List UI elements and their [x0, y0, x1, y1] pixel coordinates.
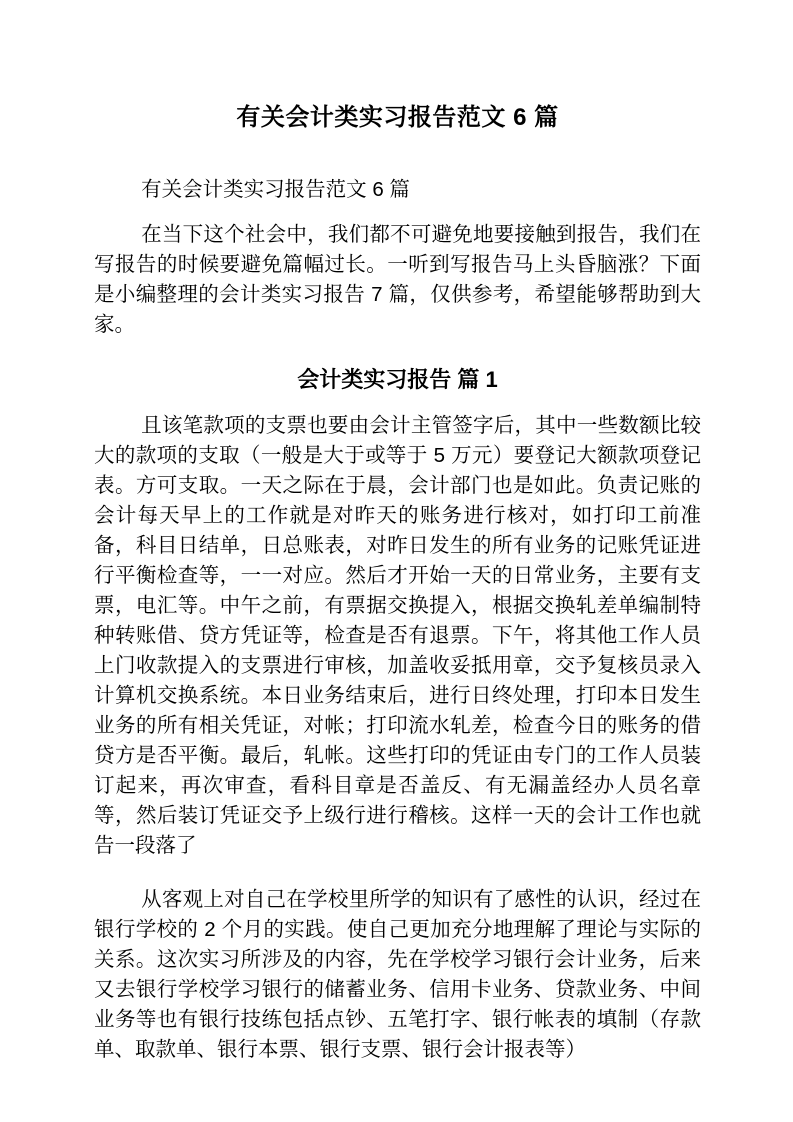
document-title: 有关会计类实习报告范文 6 篇	[236, 104, 559, 131]
intro-paragraph: 在当下这个社会中，我们都不可避免地要接触到报告，我们在写报告的时候要避免篇幅过长。一听到写报告马上头昏脑涨？下面是小编整理的会计类实习报告 7 篇，仅供参考，希望能够帮助到大家。	[94, 223, 701, 336]
body-paragraph: 且该笔款项的支票也要由会计主管签字后，其中一些数额比较大的款项的支取（一般是大于或等于 5 万元）要登记大额款项登记表。方可支取。一天之际在于晨，会计部门也是如此。负责记账的会计每天早上的工作就是对昨天的账务进行核对，如打印工前准备，科目日结单，日总账表，对昨日发生的所有业务的记账凭证进行平衡检查等，一一对应。然后才开始一天的日常业务，主要有支票，电汇等。中午之前，有票据交换提入，根据交换轧差单编制特种转账借、贷方凭证等，检查是否有退票。下午，将其他工作人员上门收款提入的支票进行审核，加盖收妥抵用章，交予复核员录入计算机交换系统。本日业务结束后，进行日终处理，打印本日发生业务的所有相关凭证，对帐；打印流水轧差，检查今日的账务的借贷方是否平衡。最后，轧帐。这些打印的凭证由专门的工作人员装订起来，再次审查，看科目章是否盖反、有无漏盖经办人员名章等，然后装订凭证交予上级行进行稽核。这样一天的会计工作也就告一段落了	[94, 414, 701, 857]
section-heading: 会计类实习报告 篇 1	[297, 367, 498, 392]
body-paragraph: 从客观上对自己在学校里所学的知识有了感性的认识，经过在银行学校的 2 个月的实践。使自己更加充分地理解了理论与实际的关系。这次实习所涉及的内容，先在学校学习银行会计业务，后来又去银行学校学习银行的储蓄业务、信用卡业务、贷款业务、中间业务等也有银行技练包括点钞、五笔打字、银行帐表的填制（存款单、取款单、银行本票、银行支票、银行会计报表等）	[94, 888, 701, 1061]
document-subtitle: 有关会计类实习报告范文 6 篇	[141, 178, 410, 201]
